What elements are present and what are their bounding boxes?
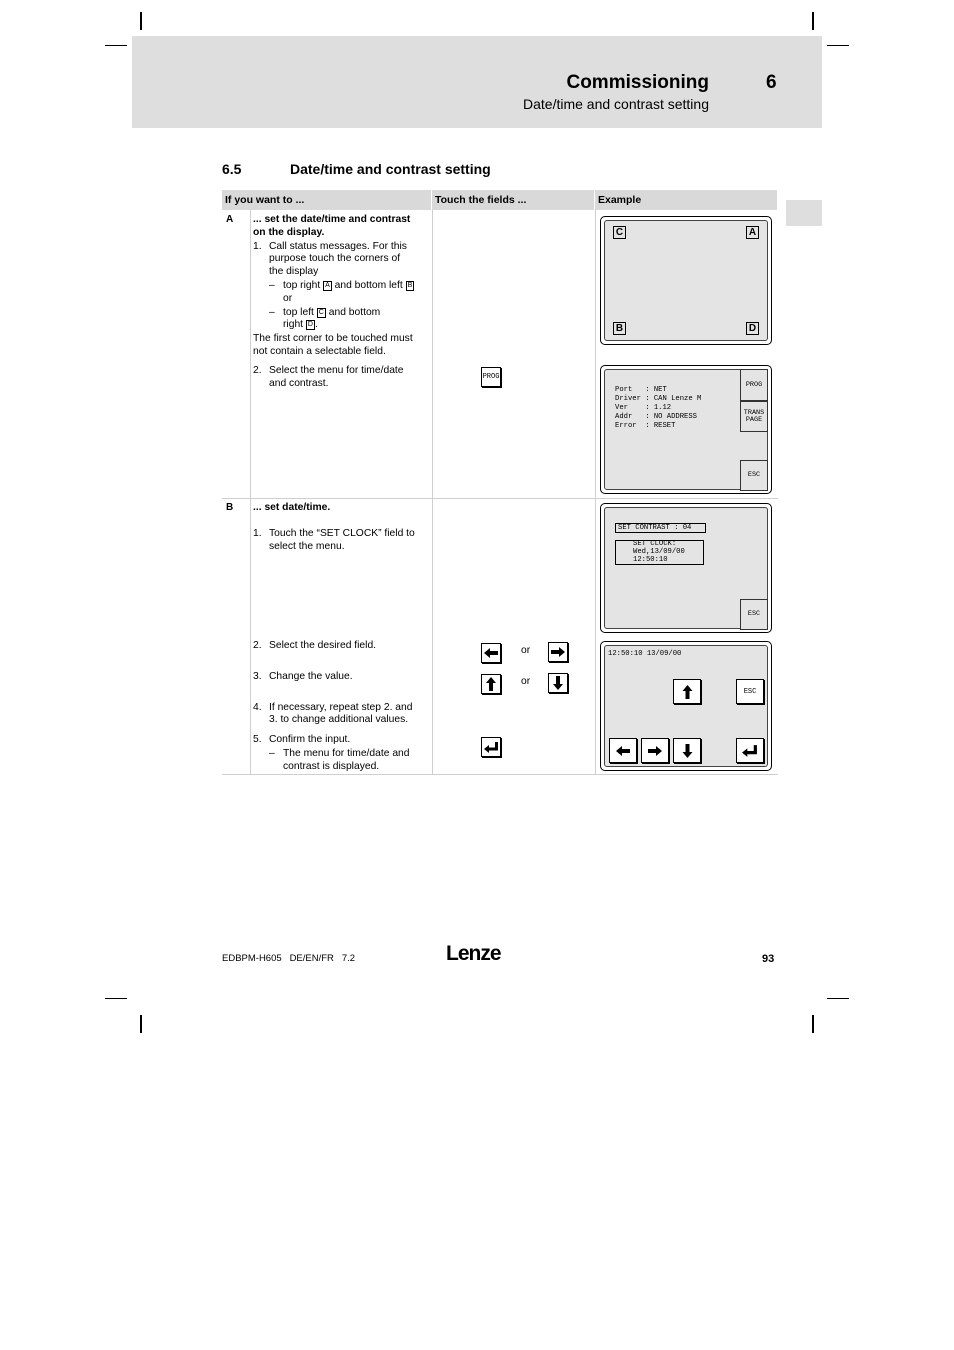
table-divider — [250, 210, 251, 775]
dash: – — [269, 280, 275, 291]
step-text: Select the menu for time/date — [269, 365, 404, 376]
screen-arrow-up-button[interactable] — [673, 679, 701, 704]
status-line: Driver : CAN Lenze M — [615, 395, 702, 403]
crop-mark — [105, 998, 127, 999]
crop-mark — [140, 1015, 142, 1033]
note-text: not contain a selectable field. — [253, 346, 386, 357]
step-text: Call status messages. For this — [269, 241, 407, 252]
table-divider — [595, 210, 596, 775]
display-contrast-screen — [600, 503, 772, 633]
corner-key-icon: C — [318, 309, 324, 316]
enter-icon — [484, 742, 499, 753]
chapter-subtitle: Date/time and contrast setting — [523, 96, 709, 112]
sub-step-text: top right A and bottom left B — [283, 280, 413, 291]
display-area — [604, 507, 768, 629]
row-label-a: A — [226, 214, 234, 225]
or-text: or — [521, 676, 531, 687]
trans-page-button[interactable]: TRANS PAGE — [740, 401, 768, 432]
display-clock-edit-screen — [600, 641, 772, 771]
step-number: 5. — [253, 734, 262, 745]
lenze-logo: Lenze — [446, 942, 501, 965]
arrow-right-icon — [551, 647, 565, 657]
step-text: Change the value. — [269, 671, 353, 682]
row-label-b: B — [226, 502, 234, 513]
status-line: Ver : 1.12 — [615, 404, 672, 412]
corner-key-icon: B — [407, 282, 413, 289]
enter-button[interactable] — [481, 737, 501, 757]
screen-enter-button[interactable] — [736, 738, 764, 763]
table-divider — [432, 210, 433, 775]
status-line: Port : NET — [615, 386, 667, 394]
header-band — [132, 36, 822, 128]
enter-icon — [742, 745, 758, 757]
step-number: 3. — [253, 671, 262, 682]
status-line: Error : RESET — [615, 422, 676, 430]
row-a-heading: on the display. — [253, 227, 325, 238]
table-header-touch: Touch the fields ... — [432, 190, 594, 210]
arrow-left-icon — [484, 648, 498, 658]
section-number: 6.5 — [222, 161, 242, 177]
arrow-up-icon — [486, 677, 496, 691]
arrow-down-button[interactable] — [548, 673, 568, 693]
step-text: Touch the “SET CLOCK” field to — [269, 528, 415, 539]
or-text: or — [283, 293, 293, 304]
sub-step-text: right D . — [283, 319, 318, 330]
arrow-left-button[interactable] — [481, 643, 501, 663]
dash: – — [269, 307, 275, 318]
or-text: or — [521, 645, 531, 656]
page-number: 93 — [762, 953, 775, 965]
arrow-up-icon — [682, 685, 693, 699]
corner-key-icon: A — [325, 282, 330, 289]
screen-arrow-right-button[interactable] — [641, 738, 669, 763]
step-text: If necessary, repeat step 2. and — [269, 702, 413, 713]
display-area — [604, 369, 768, 490]
step-text: Confirm the input. — [269, 734, 351, 745]
set-contrast-field[interactable]: SET CONTRAST : 04 — [615, 523, 706, 533]
section-title: Date/time and contrast setting — [290, 161, 491, 177]
crop-mark — [827, 45, 849, 46]
arrow-down-icon — [682, 744, 693, 758]
document-id: EDBPM-H605 DE/EN/FR 7.2 — [222, 953, 356, 964]
table-row-divider — [222, 498, 778, 499]
table-header-example: Example — [595, 190, 777, 210]
screen-arrow-left-button[interactable] — [609, 738, 637, 763]
step-text: 3. to change additional values. — [269, 714, 409, 725]
arrow-right-icon — [648, 746, 662, 756]
step-number: 1. — [253, 528, 262, 539]
crop-mark — [812, 1015, 814, 1033]
esc-button[interactable]: ESC — [740, 599, 768, 630]
sub-step-text: top left C and bottom — [283, 307, 381, 318]
step-number: 2. — [253, 640, 262, 651]
chapter-title: Commissioning — [566, 72, 709, 93]
prog-button[interactable]: PROG — [481, 367, 501, 387]
crop-mark — [827, 998, 849, 999]
step-text: and contrast. — [269, 378, 329, 389]
corner-c[interactable]: C — [613, 226, 626, 239]
chapter-number: 6 — [766, 72, 777, 93]
arrow-down-icon — [553, 676, 563, 690]
set-clock-field[interactable]: SET CLOCK: Wed,13/09/00 12:50:10 — [615, 540, 704, 565]
step-number: 2. — [253, 365, 262, 376]
clock-readout: 12:50:10 13/09/00 — [608, 650, 682, 658]
dash: – — [269, 748, 275, 759]
table-header-want: If you want to ... — [222, 190, 431, 210]
corner-a[interactable]: A — [746, 226, 759, 239]
corner-b[interactable]: B — [613, 322, 626, 335]
corner-d[interactable]: D — [746, 322, 759, 335]
crop-mark — [140, 12, 142, 30]
status-line: Addr : NO ADDRESS — [615, 413, 697, 421]
display-corners-screen — [600, 216, 772, 345]
step-text: purpose touch the corners of — [269, 253, 401, 264]
crop-mark — [812, 12, 814, 30]
screen-arrow-down-button[interactable] — [673, 738, 701, 763]
row-b-heading: ... set date/time. — [253, 502, 331, 513]
display-area — [604, 645, 768, 767]
row-a-heading: ... set the date/time and contrast — [253, 214, 411, 225]
step-text: Select the desired field. — [269, 640, 377, 651]
arrow-right-button[interactable] — [548, 642, 568, 662]
step-text: select the menu. — [269, 541, 345, 552]
arrow-up-button[interactable] — [481, 674, 501, 694]
table-bottom-line — [222, 774, 778, 775]
display-area — [604, 220, 768, 341]
display-status-screen — [600, 365, 772, 494]
chapter-side-tab — [786, 200, 822, 226]
sub-step-text: contrast is displayed. — [283, 761, 380, 772]
crop-mark — [105, 45, 127, 46]
arrow-left-icon — [616, 746, 630, 756]
step-text: the display — [269, 266, 319, 277]
esc-button[interactable]: ESC — [740, 460, 768, 491]
step-number: 4. — [253, 702, 262, 713]
step-number: 1. — [253, 241, 262, 252]
esc-button[interactable]: ESC — [736, 679, 764, 704]
corner-key-icon: D — [307, 321, 313, 328]
prog-screen-button[interactable]: PROG — [740, 369, 768, 401]
note-text: The first corner to be touched must — [253, 333, 413, 344]
sub-step-text: The menu for time/date and — [283, 748, 410, 759]
